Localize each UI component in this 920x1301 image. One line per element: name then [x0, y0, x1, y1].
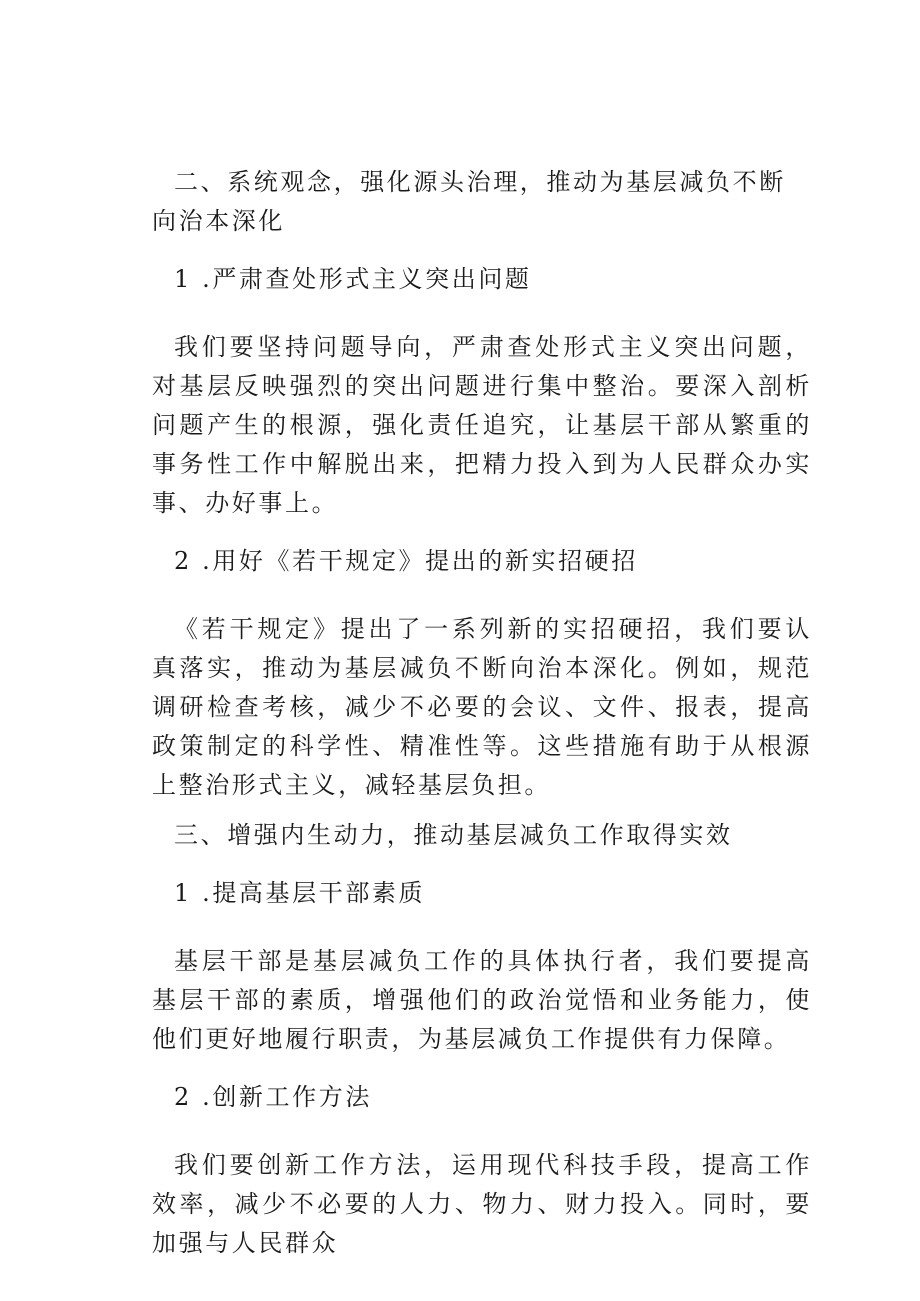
- subsection-heading-2-2: 2 .用好《若干规定》提出的新实招硬招: [174, 547, 638, 575]
- paragraph-3-2: 我们要创新工作方法，运用现代科技手段，提高工作效率，减少不必要的人力、物力、财力投入。同时，要加强与人民群众: [152, 1151, 812, 1257]
- subsection-heading-3-1: 1 .提高基层干部素质: [174, 879, 426, 907]
- subsection-heading-3-2: 2 .创新工作方法: [174, 1083, 372, 1111]
- section-heading-3: 三、增强内生动力，推动基层减负工作取得实效: [174, 821, 733, 849]
- subsection-heading-2-1: 1 .严肃查处形式主义突出问题: [174, 265, 532, 293]
- paragraph-2-2: 《若干规定》提出了一系列新的实招硬招，我们要认真落实，推动为基层减负不断向治本深化。例如，规范调研检查考核，减少不必要的会议、文件、报表，提高政策制定的科学性、精准性等。这些措施有助于从根源上整治形式主义，减轻基层负担。: [152, 615, 812, 799]
- paragraph-3-1: 基层干部是基层减负工作的具体执行者，我们要提高基层干部的素质，增强他们的政治觉悟和业务能力，使他们更好地履行职责，为基层减负工作提供有力保障。: [152, 947, 812, 1053]
- paragraph-2-1: 我们要坚持问题导向，严肃查处形式主义突出问题，对基层反映强烈的突出问题进行集中整治。要深入剖析问题产生的根源，强化责任追究，让基层干部从繁重的事务性工作中解脱出来，把精力投入到为人民群众办实事、办好事上。: [152, 333, 812, 517]
- section-heading-2: 二、系统观念，强化源头治理，推动为基层减负不断向治本深化: [152, 168, 786, 235]
